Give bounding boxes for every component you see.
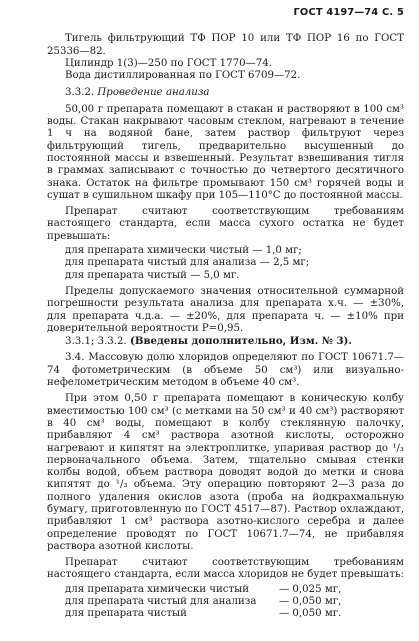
section-332-error-limits: Пределы допускаемого значения относительной суммарной погрешности результата анализа для препарата х.ч. — ±30%, для препарата ч.д.а. — ±20%, для препарата ч. — ±10% при доверительной вероятности P=0,95. bbox=[47, 285, 404, 334]
limit-pure: для препарата чистый — 5,0 мг. bbox=[65, 269, 240, 281]
section-332-procedure: 50,00 г препарата помещают в стакан и растворяют в 100 см³ воды. Стакан накрывают часовым стеклом, нагревают в течение 1 ч на водяной бане, затем раствор фильтруют через фильтрующий тигель, предварительно высушенный до постоянной массы и взвешенный. Результат взвешивания тигля в граммах записывают с точностью до четвертого десятичного знака. Остаток на фильтре промывают 150 см³ горячей воды и сушат в сушильном шкафу при 105—110°С до постоянной массы. bbox=[47, 103, 404, 201]
section-332-title: Проведение анализа bbox=[97, 87, 210, 99]
amendment-refs: 3.3.1; 3.3.2. bbox=[65, 336, 127, 348]
section-332-number: 3.3.2. bbox=[65, 87, 95, 99]
limit-analytical-grade: для препарата чистый для анализа — 2,5 мг; bbox=[65, 257, 310, 269]
section-332-requirement: Препарат считают соответствующим требованиям настоящего стандарта, если масса сухого остатка не будет превышать: bbox=[47, 206, 404, 242]
chloride-limit-value: — 0,025 мг, bbox=[279, 583, 342, 595]
apparatus-filter-crucible: Тигель фильтрующий ТФ ПОР 10 или ТФ ПОР 16 по ГОСТ 25336—82. bbox=[47, 33, 404, 57]
section-34-intro: 3.4. Массовую долю хлоридов определяют по ГОСТ 10671.7—74 фотометрическим (в объеме 50 см³) или визуально-нефелометрическим методом в объеме 40 см³. bbox=[47, 352, 404, 389]
chloride-limit-name: для препарата чистый bbox=[65, 608, 187, 620]
chloride-limit-value: — 0,050 мг, bbox=[279, 596, 342, 608]
chloride-limit-name: для препарата чистый для анализа bbox=[65, 596, 257, 608]
section-34-requirement: Препарат считают соответствующим требованиям настоящего стандарта, если масса хлоридов не будет превышать: bbox=[47, 557, 404, 581]
chloride-limit-row bbox=[47, 608, 404, 620]
dry-residue-limits bbox=[47, 245, 404, 282]
chloride-limit-value: — 0,050 мг. bbox=[279, 608, 342, 620]
amendment-text: (Введены дополнительно, Изм. № 3). bbox=[130, 335, 352, 348]
page-header: ГОСТ 4197—74 С. 5 bbox=[293, 7, 404, 18]
amendment-note bbox=[47, 335, 404, 348]
limit-chemically-pure: для препарата химически чистый — 1,0 мг; bbox=[65, 245, 302, 257]
section-332-heading bbox=[47, 87, 404, 99]
chloride-limit-row bbox=[47, 584, 404, 596]
section-34-procedure: При этом 0,50 г препарата помещают в коническую колбу вместимостью 100 см³ (с метками на 50 см³ и 40 см³) растворяют в 40 см³ воды, помещают в колбу стеклянную палочку, прибавляют 4 см³ раствора азотной кислоты, осторожно нагревают и кипятят на электроплитке, упаривая раствор до ¹/₃ первоначального объема. Затем, тщательно смывая стенки колбы водой, объем раствора доводят водой до метки и снова кипятят до ¹/₃ объема. Эту операцию повторяют 2—3 раза до полного удаления окислов азота (проба на йодкрахмальную бумагу, приготовленную по ГОСТ 4517—87). Раствор охлаждают, прибавляют 1 см³ раствора азотно-кислого серебра и далее определение проводят по ГОСТ 10671.7—74, не прибавляя раствора азотной кислоты. bbox=[47, 393, 404, 552]
chloride-limit-name: для препарата химически чистый bbox=[65, 583, 250, 595]
chloride-limit-row bbox=[47, 596, 404, 608]
apparatus-cylinder: Цилиндр 1(3)—250 по ГОСТ 1770—74. bbox=[65, 57, 272, 69]
chloride-limits bbox=[47, 584, 404, 621]
apparatus-water: Вода дистиллированная по ГОСТ 6709—72. bbox=[65, 70, 301, 82]
